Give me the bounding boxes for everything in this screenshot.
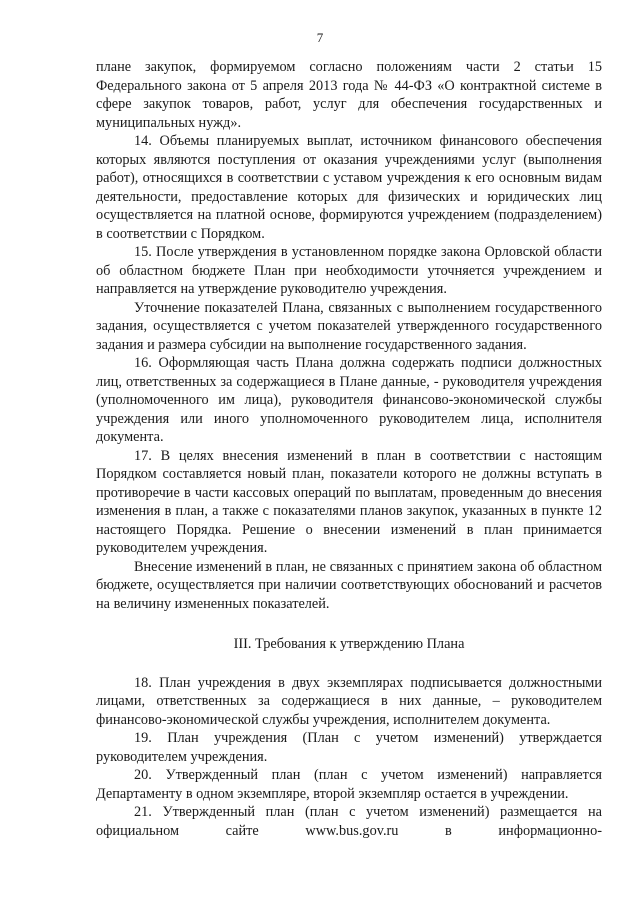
paragraph-16: 16. Оформляющая часть Плана должна содержать подписи должностных лиц, ответственных за содержащиеся в Плане данные, - руководителя учреждения (уполномоченного им лица), руководителя финансово-экономической службы учреждения или иного уполномоченного руководителем лица, исполнителя документа.	[96, 355, 602, 445]
paragraph-21: 21. Утвержденный план (план с учетом изменений) размещается на официальном сайте www.bus.gov.ru в информационно-	[96, 804, 602, 839]
paragraph-14: 14. Объемы планируемых выплат, источником финансового обеспечения которых являются поступления от оказания учреждениями услуг (выполнения работ), относящихся в соответствии с уставом учреждения к его основным видам деятельности, предоставление которых для физических и юридических лиц осуществляется на платной основе, формируются учреждением (подразделением) в соответствии с Порядком.	[96, 133, 602, 242]
section-heading: III. Требования к утверждению Плана	[233, 636, 465, 652]
paragraph-17: 17. В целях внесения изменений в план в соответствии с настоящим Порядком составляется новый план, показатели которого не должны вступать в противоречие в части кассовых операций по выплатам, проведенным до внесения изменения в план, а также с показателями планов закупок, указанных в пункте 12 настоящего Порядка. Решение о внесении изменений в план принимается руководителем учреждения.	[96, 447, 602, 556]
paragraph-continuation: плане закупок, формируемом согласно положениям части 2 статьи 15 Федерального закона от 5 апреля 2013 года № 44-ФЗ «О контрактной системе в сфере закупок товаров, работ, услуг для обеспечения государственных и муниципальных нужд».	[96, 59, 602, 131]
paragraph-15-refinement: Уточнение показателей Плана, связанных с выполнением государственного задания, осуществляется с учетом показателей утвержденного государственного задания и размера субсидии на выполнение государственного задания.	[96, 299, 602, 353]
page-number: 7	[316, 30, 324, 45]
paragraph-15: 15. После утверждения в установленном порядке закона Орловской области об областном бюджете План при необходимости уточняется учреждением и направляется на утверждение руководителю учреждения.	[96, 244, 602, 297]
paragraph-18: 18. План учреждения в двух экземплярах подписывается должностными лицами, ответственных за содержащиеся в них данные, – руководителем финансово-экономической службы учреждения, исполнителем документа.	[96, 674, 602, 728]
paragraph-17-changes: Внесение изменений в план, не связанных с принятием закона об областном бюджете, осуществляется при наличии соответствующих обоснований и расчетов на величину измененных показателей.	[96, 558, 602, 612]
document-body	[96, 58, 602, 840]
paragraph-20: 20. Утвержденный план (план с учетом изменений) направляется Департаменту в одном экземпляре, второй экземпляр остается в учреждении.	[96, 767, 602, 802]
paragraph-19: 19. План учреждения (План с учетом изменений) утверждается руководителем учреждения.	[96, 730, 602, 765]
